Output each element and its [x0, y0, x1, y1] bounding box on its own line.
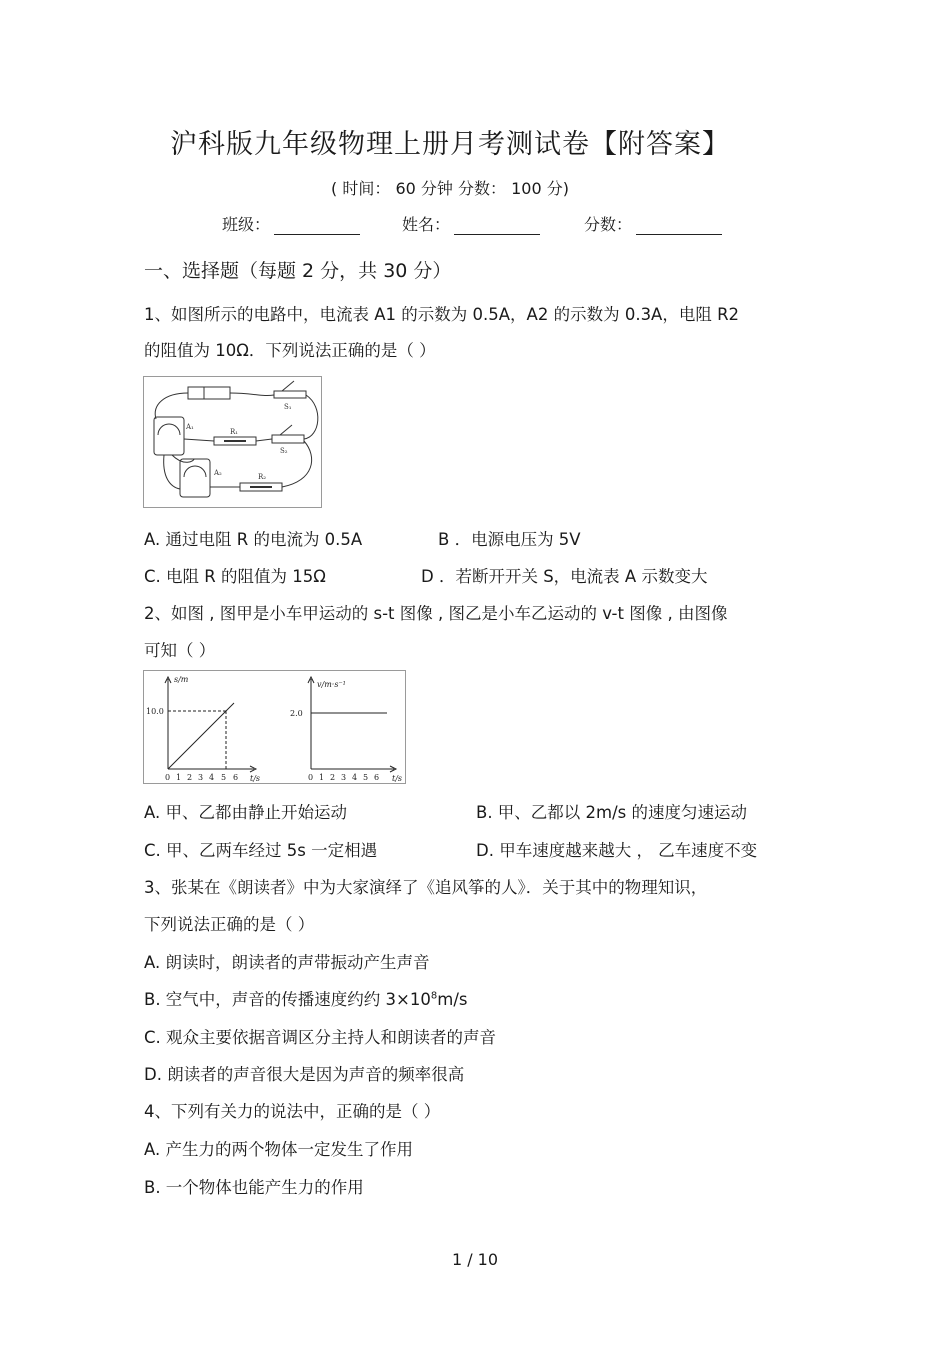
- graph1-xtick: 3: [198, 773, 204, 782]
- graph2-xtick: 3: [341, 773, 347, 782]
- q2-line2: 可知（ ）: [144, 641, 216, 660]
- graph1-xlabel: t/s: [250, 774, 261, 783]
- score-label: 分数：: [584, 215, 633, 234]
- q3-option-a: A. 朗读时，朗读者的声带振动产生声音: [144, 953, 430, 972]
- graph2-xtick: 2: [330, 773, 336, 782]
- label-a2: A₂: [214, 469, 222, 477]
- q3-option-b: [144, 986, 467, 1010]
- q1-option-b: B ．电源电压为 5V: [438, 530, 581, 549]
- q3-option-c: C. 观众主要依据音调区分主持人和朗读者的声音: [144, 1028, 497, 1047]
- q3-option-b-exponent: 8: [430, 990, 438, 1002]
- graph1-ylabel: s/m: [174, 675, 189, 684]
- graph1-xtick: 1: [176, 773, 182, 782]
- page-number: 1 / 10: [451, 1250, 499, 1269]
- graph1-xtick: 5: [221, 773, 227, 782]
- graph2-ytick: 2.0: [290, 709, 303, 718]
- class-label: 班级：: [222, 215, 271, 234]
- circuit-diagram: [144, 377, 321, 507]
- q4-line1: 4、下列有关力的说法中，正确的是（ ）: [144, 1102, 441, 1121]
- graph2-xlabel: t/s: [392, 774, 403, 783]
- q3-option-b-unit: m/s: [437, 990, 468, 1009]
- graph1-xtick: 4: [209, 773, 215, 782]
- label-s2: S₂: [280, 447, 288, 455]
- class-field: [222, 212, 360, 235]
- document-title: 沪科版九年级物理上册月考测试卷【附答案】: [170, 129, 730, 160]
- q3-line1: 3、张某在《朗读者》中为大家演绎了《追风筝的人》．关于其中的物理知识，: [144, 878, 708, 897]
- motion-graphs: [144, 671, 405, 783]
- name-field: [402, 212, 540, 235]
- graph2-xtick: 0: [308, 773, 314, 782]
- q2-option-a: A. 甲、乙都由静止开始运动: [144, 803, 347, 822]
- score-field: [584, 212, 722, 235]
- q3-option-b-text: B. 空气中，声音的传播速度约约 3×10: [144, 990, 431, 1009]
- label-s1: S₁: [284, 403, 292, 411]
- q2-line1: 2、如图 , 图甲是小车甲运动的 s-t 图像 , 图乙是小车乙运动的 v-t 图像 , 由图像: [144, 604, 728, 623]
- graph1-ytick: 10.0: [146, 707, 164, 716]
- q1-line1: 1、如图所示的电路中，电流表 A1 的示数为 0.5A，A2 的示数为 0.3A，电阻 R2: [144, 305, 740, 324]
- graph2-xtick: 1: [319, 773, 325, 782]
- q2-option-b: B. 甲、乙都以 2m/s 的速度匀速运动: [476, 803, 748, 822]
- q4-option-b: B. 一个物体也能产生力的作用: [144, 1178, 364, 1197]
- circuit-figure: [143, 376, 322, 508]
- graph2-xtick: 5: [363, 773, 369, 782]
- graph1-xtick: 0: [165, 773, 171, 782]
- q1-option-d: D ．若断开开关 S，电流表 A 示数变大: [421, 567, 708, 586]
- graph2-ylabel: v/m·s⁻¹: [317, 680, 346, 689]
- label-r2: R₂: [258, 473, 267, 481]
- graph2-xtick: 4: [352, 773, 358, 782]
- name-label: 姓名：: [402, 215, 451, 234]
- q3-line2: 下列说法正确的是（ ）: [144, 915, 315, 934]
- score-blank: [636, 218, 722, 235]
- section-heading: 一、选择题（每题 2 分，共 30 分）: [144, 260, 452, 282]
- label-r1: R₁: [230, 428, 239, 436]
- q1-option-a: A. 通过电阻 R 的电流为 0.5A: [144, 530, 363, 549]
- q1-option-c: C. 电阻 R 的阻值为 15Ω: [144, 567, 326, 586]
- motion-graphs-figure: [143, 670, 406, 784]
- graph1-xtick: 6: [233, 773, 239, 782]
- class-blank: [274, 218, 360, 235]
- graph1-xtick: 2: [187, 773, 193, 782]
- name-blank: [454, 218, 540, 235]
- exam-subtitle: ( 时间： 60 分钟 分数： 100 分): [331, 179, 569, 198]
- q2-option-d: D. 甲车速度越来越大 ， 乙车速度不变: [476, 841, 758, 860]
- label-a1: A₁: [186, 423, 194, 431]
- graph2-xtick: 6: [374, 773, 380, 782]
- q2-option-c: C. 甲、乙两车经过 5s 一定相遇: [144, 841, 378, 860]
- q4-option-a: A. 产生力的两个物体一定发生了作用: [144, 1140, 413, 1159]
- q3-option-d: D. 朗读者的声音很大是因为声音的频率很高: [144, 1065, 465, 1084]
- q1-line2: 的阻值为 10Ω．下列说法正确的是（ ）: [144, 341, 436, 360]
